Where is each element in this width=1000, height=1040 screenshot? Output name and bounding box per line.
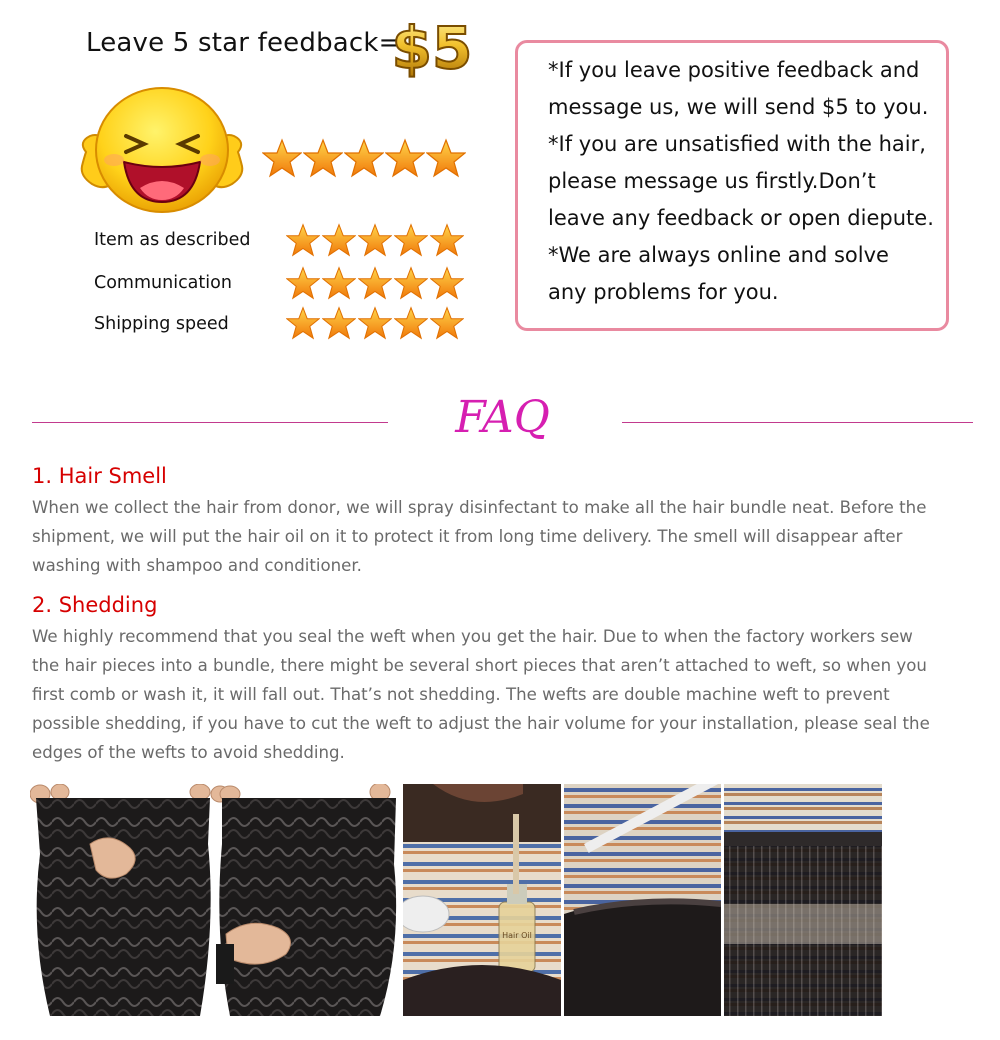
star-icon xyxy=(395,268,427,299)
rating-label-communication: Communication xyxy=(94,273,232,293)
faq-heading-hair-smell: 1. Hair Smell xyxy=(32,464,167,488)
faq-divider-right xyxy=(622,422,973,423)
overall-rating-stars xyxy=(262,138,468,178)
star-icon xyxy=(359,225,391,256)
photo-applying-oil xyxy=(403,784,561,1016)
faq-answer-line: washing with shampoo and conditioner. xyxy=(32,556,362,575)
star-icon xyxy=(359,268,391,299)
star-icon xyxy=(287,268,319,299)
star-icon xyxy=(395,308,427,339)
info-line: please message us firstly.Don’t xyxy=(548,169,876,193)
rating-stars-item-as-described xyxy=(286,223,464,257)
star-icon xyxy=(427,140,465,176)
faq-answer-line: When we collect the hair from donor, we will spray disinfectant to make all the hair bundle neat. Before the xyxy=(32,498,927,517)
photo-hair-bundles xyxy=(30,784,400,1016)
rating-label-item-as-described: Item as described xyxy=(94,230,251,250)
star-icon xyxy=(323,308,355,339)
photo-sealing-weft xyxy=(564,784,721,1016)
rating-stars-shipping-speed xyxy=(286,306,464,340)
photo-weft-closeup xyxy=(724,784,882,1016)
faq-divider-left xyxy=(32,422,388,423)
info-line: message us, we will send $5 to you. xyxy=(548,95,929,119)
star-icon xyxy=(431,225,463,256)
faq-answer-shedding xyxy=(32,622,982,767)
info-line: leave any feedback or open diepute. xyxy=(548,206,934,230)
bottle-label: Hair Oil xyxy=(502,931,532,940)
star-icon xyxy=(359,308,391,339)
star-icon xyxy=(395,225,427,256)
faq-answer-line: the hair pieces into a bundle, there might be several short pieces that aren’t attached to weft, so when you xyxy=(32,656,927,675)
faq-answer-line: possible shedding, if you have to cut the weft to adjust the hair volume for your installation, please seal the xyxy=(32,714,930,733)
star-icon xyxy=(323,225,355,256)
star-icon xyxy=(287,225,319,256)
faq-answer-line: first comb or wash it, it will fall out. That’s not shedding. The wefts are double machine weft to prevent xyxy=(32,685,890,704)
faq-answer-line: shipment, we will put the hair oil on it to protect it from long time delivery. The smell will disappear after xyxy=(32,527,903,546)
star-icon xyxy=(345,140,383,176)
five-dollar-icon xyxy=(392,12,472,78)
info-line: *If you are unsatisfied with the hair, xyxy=(548,132,926,156)
laughing-thumbs-up-icon xyxy=(74,82,250,222)
star-icon xyxy=(304,140,342,176)
star-icon xyxy=(323,268,355,299)
info-line: *If you leave positive feedback and xyxy=(548,58,920,82)
star-icon xyxy=(431,308,463,339)
feedback-title: Leave 5 star feedback= xyxy=(86,28,401,58)
five-dollar-text: $5 xyxy=(392,14,472,78)
rating-label-shipping-speed: Shipping speed xyxy=(94,314,229,334)
star-icon xyxy=(287,308,319,339)
faq-heading-shedding: 2. Shedding xyxy=(32,593,158,617)
star-icon xyxy=(386,140,424,176)
rating-stars-communication xyxy=(286,266,464,300)
faq-title: FAQ xyxy=(455,392,550,443)
faq-answer-line: We highly recommend that you seal the weft when you get the hair. Due to when the factory workers sew xyxy=(32,627,913,646)
info-line: *We are always online and solve xyxy=(548,243,889,267)
faq-answer-hair-smell xyxy=(32,493,982,580)
faq-answer-line: edges of the wefts to avoid shedding. xyxy=(32,743,345,762)
info-line: any problems for you. xyxy=(548,280,779,304)
star-icon xyxy=(431,268,463,299)
star-icon xyxy=(263,140,301,176)
